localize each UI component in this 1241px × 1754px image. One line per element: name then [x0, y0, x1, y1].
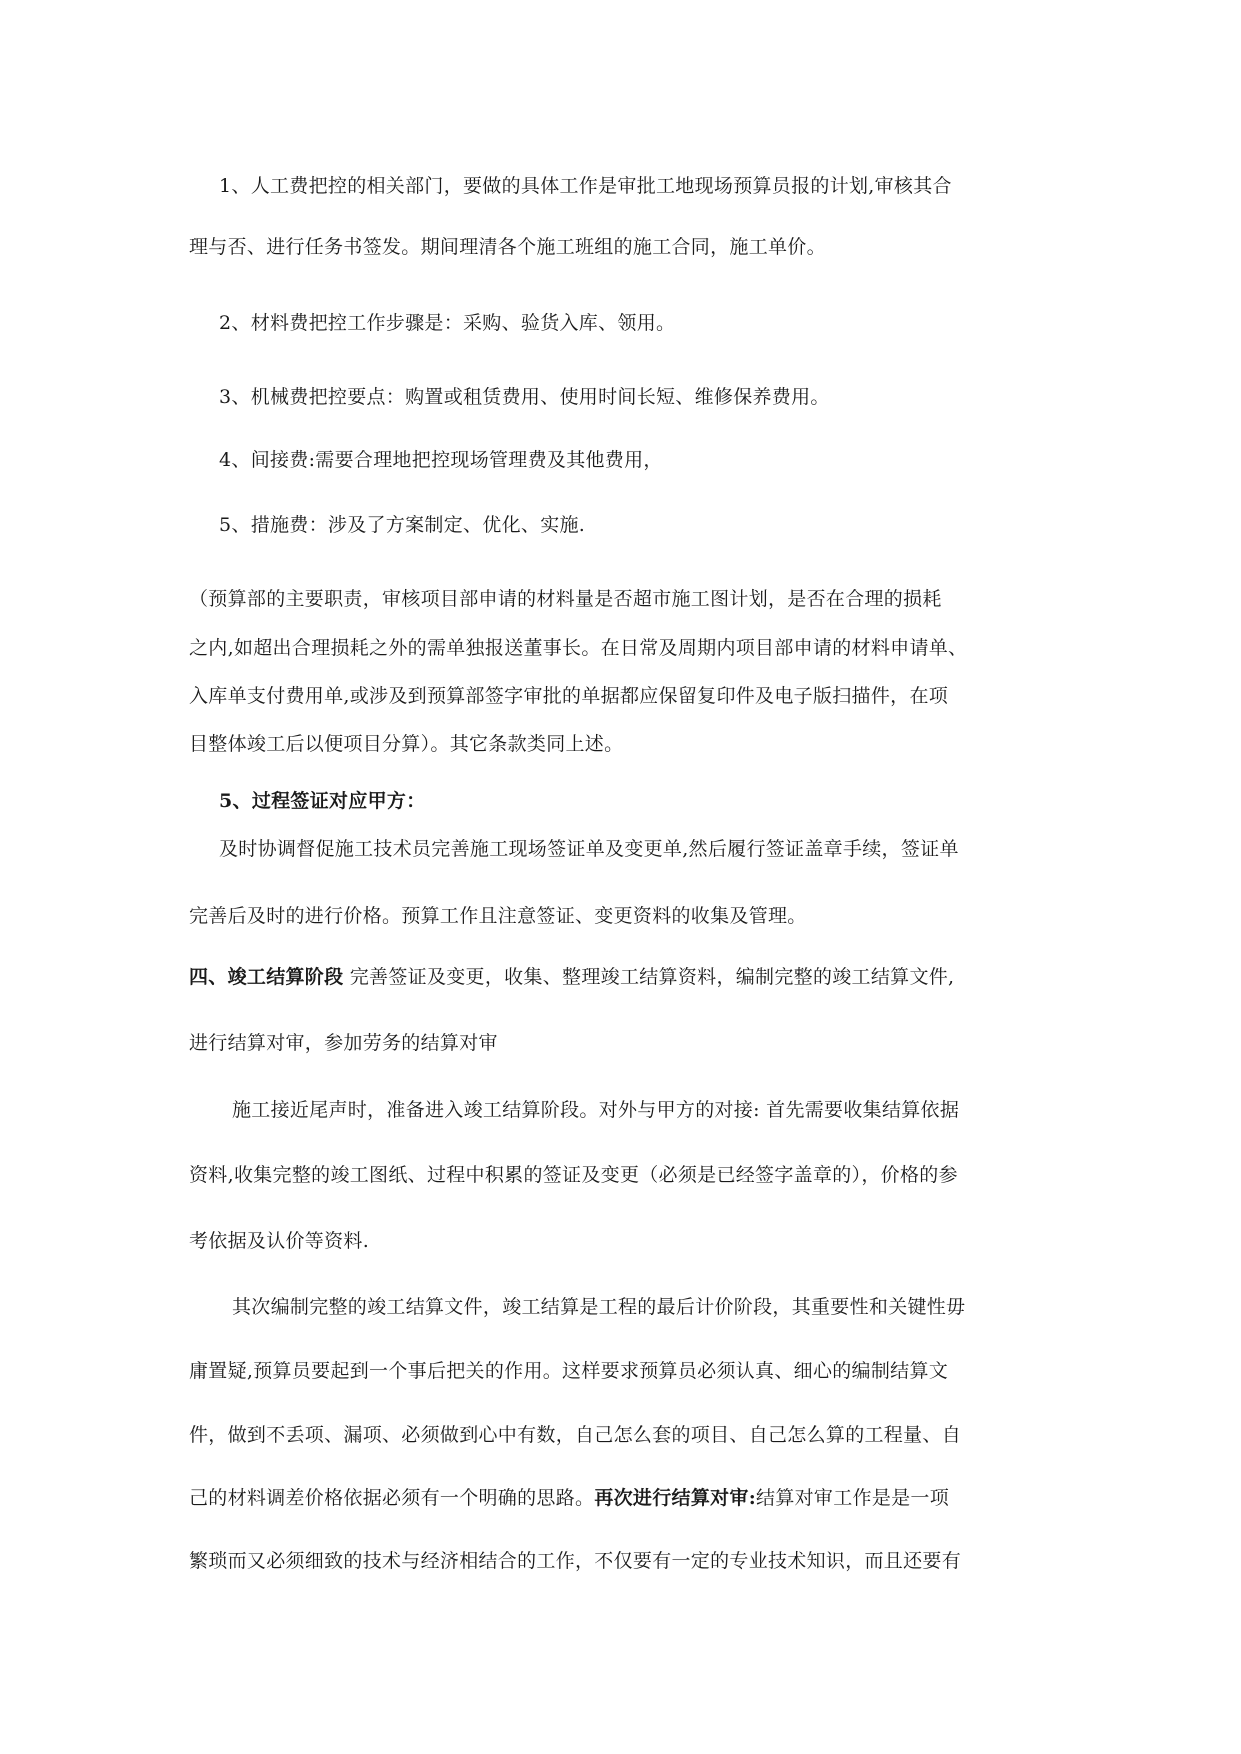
- indirect-cost-line: 4、间接费:需要合理地把控现场管理费及其他费用，: [219, 449, 663, 471]
- final-para2-line-1: 其次编制完整的竣工结算文件，竣工结算是工程的最后计价阶段，其重要性和关键性毋: [232, 1296, 966, 1318]
- budget-para-line-3: 入库单支付费用单,或涉及到预算部签字审批的单据都应保留复印件及电子版扫描件，在项: [189, 685, 949, 707]
- section-4-text: 完善签证及变更，收集、整理竣工结算资料，编制完整的竣工结算文件,: [343, 966, 955, 988]
- final-para2-line-4-post: 结算对审工作是是一项: [756, 1487, 950, 1509]
- budget-para-line-1: （预算部的主要职责，审核项目部申请的材料量是否超市施工图计划，是否在合理的损耗: [189, 588, 942, 610]
- budget-para-line-4: 目整体竣工后以便项目分算）。其它条款类同上述。: [189, 733, 624, 755]
- final-para1-line-1: 施工接近尾声时，准备进入竣工结算阶段。对外与甲方的对接: 首先需要收集结算依据: [232, 1099, 960, 1121]
- material-cost-line: 2、材料费把控工作步骤是：采购、验货入库、领用。: [219, 312, 676, 334]
- settlement-review-label: 再次进行结算对审:: [594, 1487, 757, 1509]
- heading-process-visa: 5、过程签证对应甲方：: [219, 790, 426, 812]
- final-para2-line-5: 繁琐而又必须细致的技术与经济相结合的工作，不仅要有一定的专业技术知识，而且还要有: [189, 1550, 962, 1572]
- visa-para-line-1: 及时协调督促施工技术员完善施工现场签证单及变更单,然后履行签证盖章手续，签证单: [219, 838, 959, 860]
- section-4-heading-line: [189, 968, 954, 987]
- machinery-cost-line: 3、机械费把控要点：购置或租赁费用、使用时间长短、维修保养费用。: [219, 386, 830, 408]
- visa-para-line-2: 完善后及时的进行价格。预算工作且注意签证、变更资料的收集及管理。: [189, 905, 807, 927]
- final-para1-line-3: 考依据及认价等资料.: [189, 1230, 370, 1252]
- final-para2-line-2: 庸置疑,预算员要起到一个事后把关的作用。这样要求预算员必须认真、细心的编制结算文: [189, 1360, 949, 1382]
- section-4-title: 四、竣工结算阶段: [189, 966, 344, 988]
- labor-cost-line-2: 理与否、进行任务书签发。期间理清各个施工班组的施工合同，施工单价。: [189, 236, 826, 258]
- final-para2-line-4-pre: 己的材料调差价格依据必须有一个明确的思路。: [189, 1487, 595, 1509]
- final-para2-line-3: 件，做到不丢项、漏项、必须做到心中有数，自己怎么套的项目、自己怎么算的工程量、自: [189, 1424, 962, 1446]
- section-4-text-line-2: 进行结算对审，参加劳务的结算对审: [189, 1032, 498, 1054]
- budget-para-line-2: 之内,如超出合理损耗之外的需单独报送董事长。在日常及周期内项目部申请的材料申请单、: [189, 637, 968, 659]
- measure-cost-line: 5、措施费：涉及了方案制定、优化、实施.: [219, 514, 586, 536]
- final-para1-line-2: 资料,收集完整的竣工图纸、过程中积累的签证及变更（必须是已经签字盖章的），价格的参: [189, 1164, 958, 1186]
- labor-cost-line-1: 1、人工费把控的相关部门，要做的具体工作是审批工地现场预算员报的计划,审核其合: [219, 175, 952, 197]
- final-para2-line-4: [189, 1489, 949, 1508]
